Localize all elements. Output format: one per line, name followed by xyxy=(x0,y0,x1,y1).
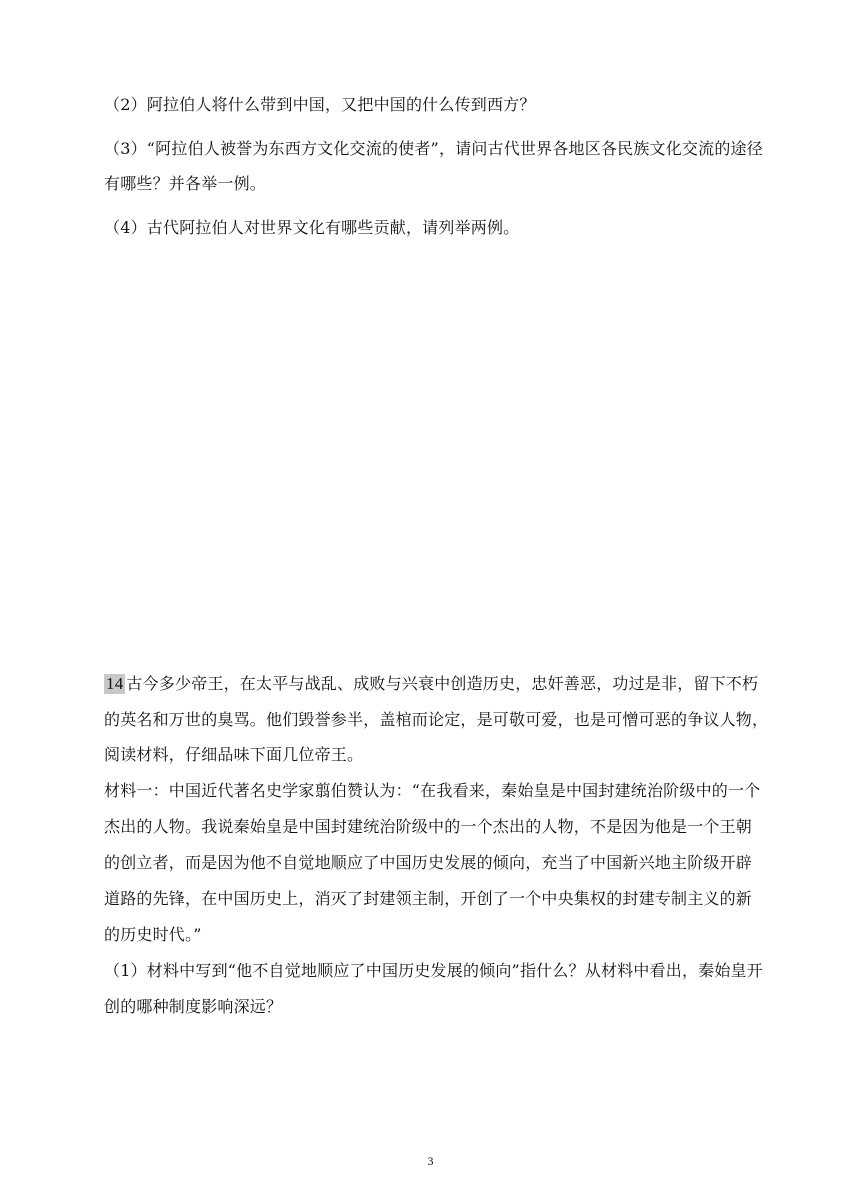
question-14-intro-line-3: 阅读材料，仔细品味下面几位帝王。 xyxy=(104,745,364,764)
question-4: （4）古代阿拉伯人对世界文化有哪些贡献，请列举两例。 xyxy=(104,218,520,237)
material-1-line-5: 的历史时代。” xyxy=(104,925,202,944)
question-3-line-1: （3）“阿拉伯人被誉为东西方文化交流的使者”，请问古代世界各地区各民族文化交流的途径 xyxy=(104,139,763,158)
question-14-intro-text: 古今多少帝王，在太平与战乱、成败与兴衰中创造历史，忠奸善恶，功过是非，留下不朽 xyxy=(126,674,759,693)
question-3-line-2: 有哪些？并各举一例。 xyxy=(104,174,267,193)
question-number: 14 xyxy=(106,674,124,693)
page-number: 3 xyxy=(427,1154,434,1168)
material-1-line-4: 道路的先锋，在中国历史上，消灭了封建领主制，开创了一个中央集权的封建专制主义的新 xyxy=(104,889,753,908)
question-14-intro-line-2: 的英名和万世的臭骂。他们毁誉参半，盖棺而论定，是可敬可爱，也是可憎可恶的争议人物， xyxy=(104,710,769,729)
question-2: （2）阿拉伯人将什么带到中国，又把中国的什么传到西方？ xyxy=(104,95,536,114)
material-1-line-2: 杰出的人物。我说秦始皇是中国封建统治阶级中的一个杰出的人物，不是因为他是一个王朝 xyxy=(104,817,753,836)
material-1-line-1: 材料一：中国近代著名史学家翦伯赞认为：“在我看来，秦始皇是中国封建统治阶级中的一个 xyxy=(104,781,761,800)
question-14-intro-line-1 xyxy=(104,674,764,694)
material-1-line-3: 的创立者，而是因为他不自觉地顺应了中国历史发展的倾向，充当了中国新兴地主阶级开辟 xyxy=(104,853,753,872)
sub-question-1-line-1: （1）材料中写到“他不自觉地顺应了中国历史发展的倾向”指什么？从材料中看出，秦始皇开 xyxy=(104,961,763,980)
sub-question-1-line-2: 创的哪种制度影响深远？ xyxy=(104,997,283,1016)
